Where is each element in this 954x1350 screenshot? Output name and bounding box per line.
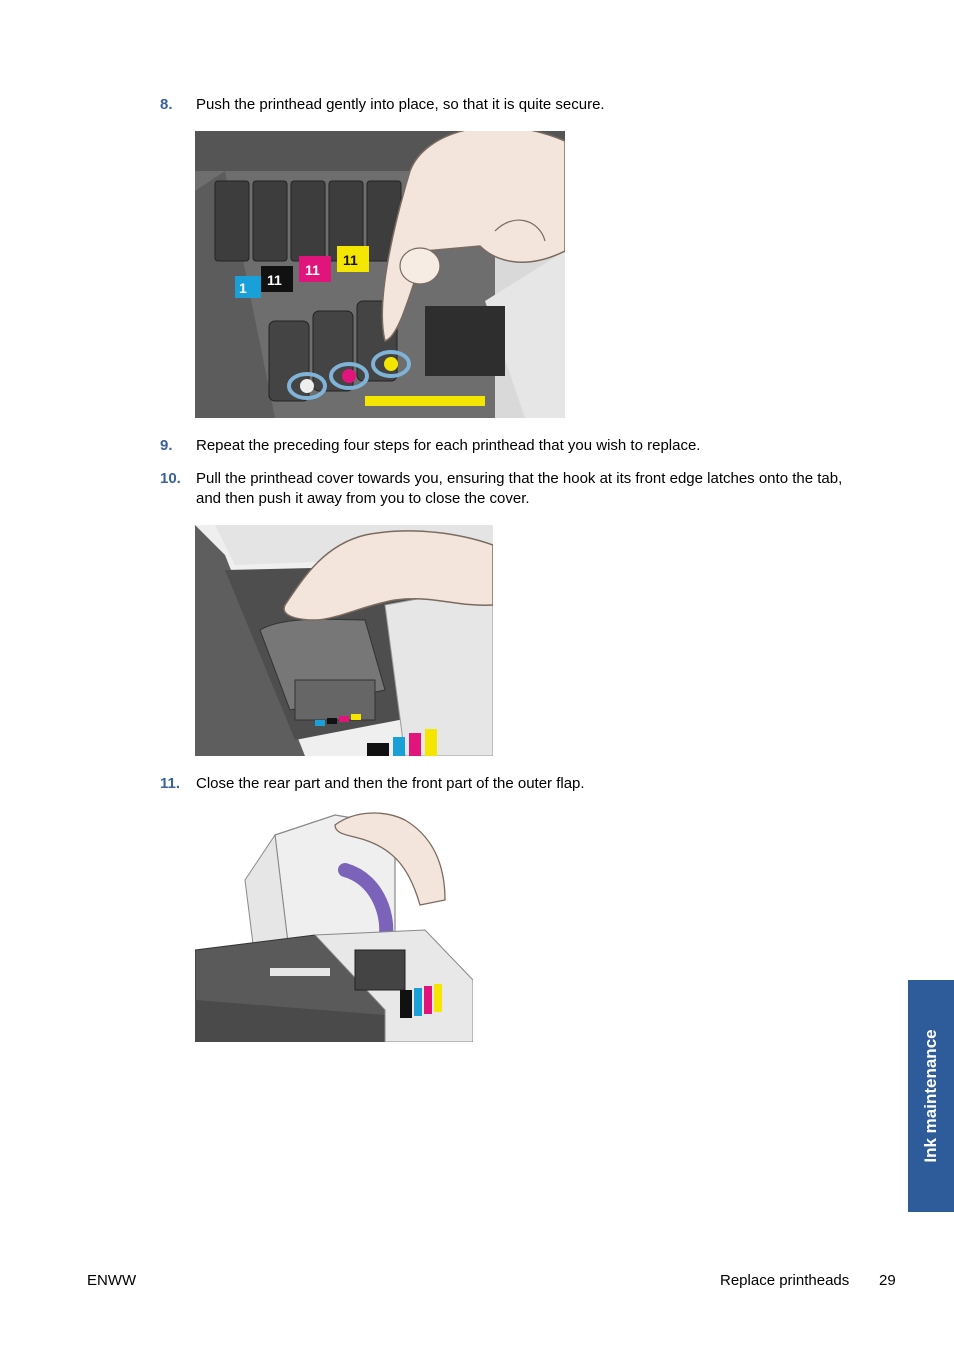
figure-close-flap	[195, 810, 473, 1042]
footer-left: ENWW	[87, 1272, 137, 1289]
footer-section: Replace printheads	[720, 1272, 850, 1289]
step-number: 9.	[160, 437, 173, 454]
label-black: 11	[267, 272, 282, 288]
step-number: 10.	[160, 470, 181, 487]
label-yellow: 11	[343, 252, 358, 268]
label-magenta: 11	[305, 262, 320, 278]
figure-close-cover	[195, 525, 493, 756]
step-text: Pull the printhead cover towards you, ensuring that the hook at its front edge latches onto the tab, and then push it away from you to close the cover.	[196, 470, 843, 507]
step-number: 8.	[160, 96, 173, 113]
step-text: Close the rear part and then the front part of the outer flap.	[196, 775, 585, 792]
step-text: Push the printhead gently into place, so that it is quite secure.	[196, 96, 605, 113]
figure-push-printhead	[195, 131, 565, 418]
page-number: 29	[879, 1272, 896, 1289]
side-tab-label: Ink maintenance	[921, 1029, 940, 1163]
step-number: 11.	[160, 775, 181, 792]
step-text: Repeat the preceding four steps for each printhead that you wish to replace.	[196, 437, 701, 454]
label-cyan: 1	[239, 280, 247, 296]
section-side-tab	[908, 980, 954, 1212]
